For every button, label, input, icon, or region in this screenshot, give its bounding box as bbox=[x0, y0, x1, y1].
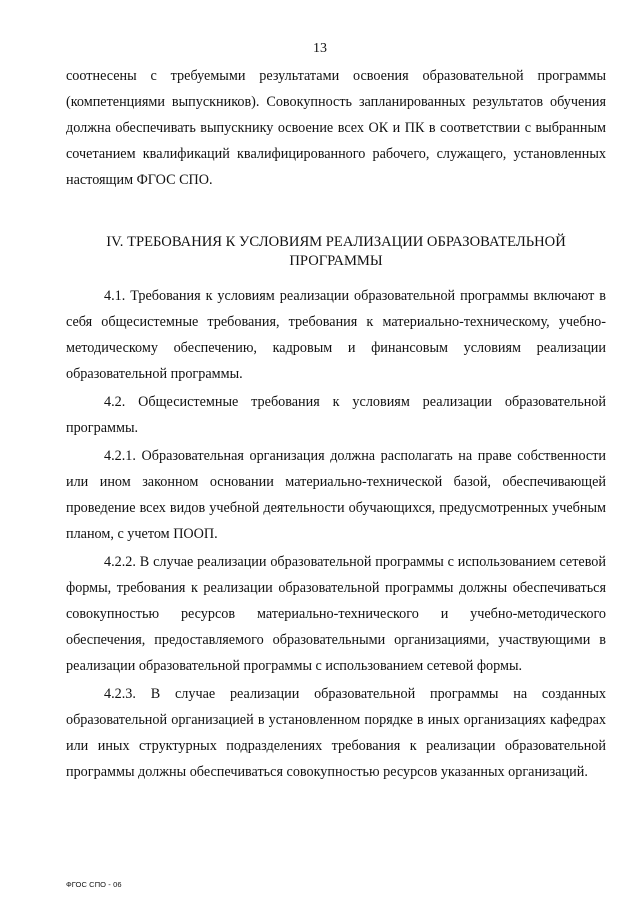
page-number: 13 bbox=[313, 41, 327, 56]
footer-label: ФГОС СПО - 06 bbox=[66, 880, 122, 889]
paragraph-4-2-2: 4.2.2. В случае реализации образовательной программы с использованием сетевой формы, требования к реализации образовательной программы должны обеспечиваться совокупностью ресурсов материально-технического и учебно-методического обеспечения, предоставляемого образовательными организациями, участвующими в реализации образовательной программы с использованием сетевой формы. bbox=[66, 554, 606, 674]
document-body bbox=[66, 63, 606, 787]
paragraph-continuation: соотнесены с требуемыми результатами освоения образовательной программы (компетенциями выпускников). Совокупность запланированных результатов обучения должна обеспечивать выпускнику освоение всех ОК и ПК в соответствии с выбранным сочетанием квалификаций квалифицированного рабочего, служащего, установленных настоящим ФГОС СПО. bbox=[66, 68, 606, 188]
section-title: IV. ТРЕБОВАНИЯ К УСЛОВИЯМ РЕАЛИЗАЦИИ ОБРАЗОВАТЕЛЬНОЙ ПРОГРАММЫ bbox=[106, 234, 566, 269]
paragraph-4-2: 4.2. Общесистемные требования к условиям реализации образовательной программы. bbox=[66, 394, 606, 436]
paragraph-4-2-1: 4.2.1. Образовательная организация должна располагать на праве собственности или ином законном основании материально-технической базой, обеспечивающей проведение всех видов учебной деятельности обучающихся, предусмотренных учебным планом, с учетом ПООП. bbox=[66, 448, 606, 542]
paragraph-4-1: 4.1. Требования к условиям реализации образовательной программы включают в себя общесистемные требования, требования к материально-техническому, учебно-методическому обеспечению, кадровым и финансовым условиям реализации образовательной программы. bbox=[66, 288, 606, 382]
paragraph-4-2-3: 4.2.3. В случае реализации образовательной программы на созданных образовательной организацией в установленном порядке в иных организациях кафедрах или иных структурных подразделениях требования к реализации образовательной программы должны обеспечиваться совокупностью ресурсов указанных организаций. bbox=[66, 686, 606, 780]
